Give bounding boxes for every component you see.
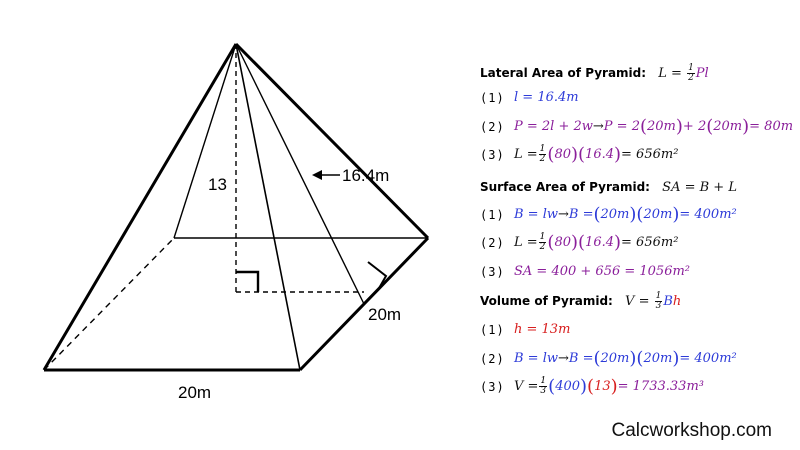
edge-apex-front-right: [236, 44, 300, 370]
volume-step-2: (2) B = lw → B = ( 20m ) ( 20m ) = 400m²: [480, 348, 737, 369]
surface-step-1: (1) B = lw → B = ( 20m ) ( 20m ) = 400m²: [480, 204, 737, 225]
surface-area-formula: SA = B + L: [662, 180, 737, 195]
edge-apex-back-right: [236, 44, 428, 238]
edge-apex-back-left: [174, 44, 236, 238]
site-watermark: Calcworkshop.com: [611, 420, 772, 441]
surface-step-3: (3) SA = 400 + 656 = 1056m²: [480, 264, 691, 279]
volume-step-3: (3) V = $\frac{1}{3}$ ( 400 ) ( 13 ) = 1733.33m³: [480, 376, 704, 397]
volume-heading: Volume of Pyramid: V = $\frac{1}{3}$ Bh: [480, 291, 682, 311]
base-front-label: 20m: [178, 383, 212, 402]
surface-step-2: (2) L = $\frac{1}{2}$ ( 80 ) ( 16.4 ) = 656m²: [480, 232, 679, 253]
lateral-step-2: (2) P = 2l + 2w → P = 2 ( 20m ) + 2 ( 20m ) = 80m: [480, 116, 794, 137]
lateral-area-heading: Lateral Area of Pyramid: L = $\frac{1}{2}$ Pl: [480, 63, 709, 83]
edge-apex-front-left: [44, 44, 236, 370]
slant-height-label: 16.4m: [342, 166, 390, 185]
volume-formula: V = $\frac{1}{3}$ Bh: [625, 291, 682, 311]
lateral-step-3: (3) L = $\frac{1}{2}$ ( 80 ) ( 16.4 ) = 656m²: [480, 144, 679, 165]
height-right-angle-mark: [236, 272, 258, 292]
lateral-area-formula: L = $\frac{1}{2}$ Pl: [658, 63, 709, 83]
height-label: 13: [208, 175, 227, 194]
volume-step-1: (1) h = 13m: [480, 322, 571, 337]
base-side-label: 20m: [368, 305, 402, 324]
slant-arrow-head: [312, 170, 322, 180]
lateral-step-1: (1) l = 16.4m: [480, 90, 579, 105]
surface-area-heading: Surface Area of Pyramid: SA = B + L: [480, 180, 737, 195]
